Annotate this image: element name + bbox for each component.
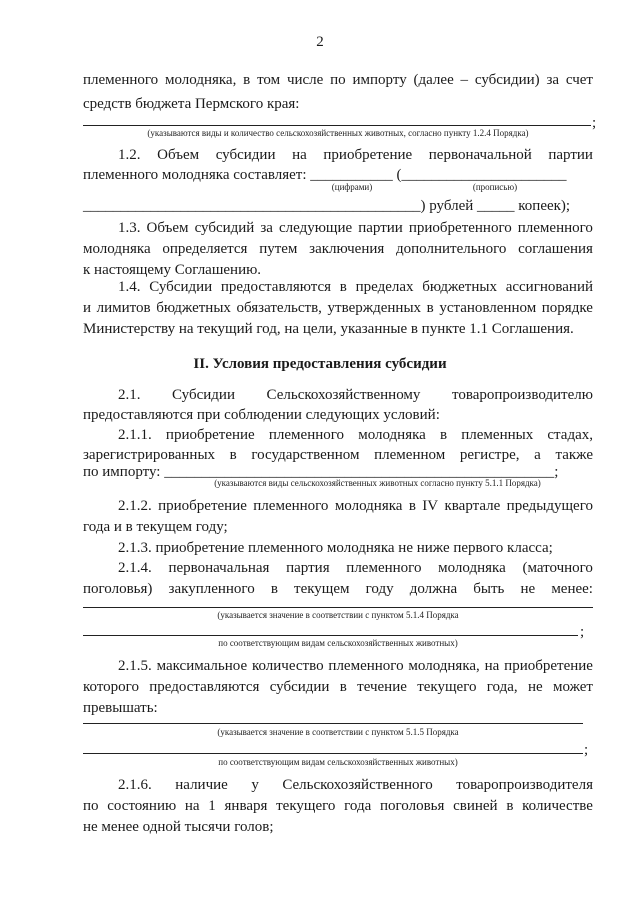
text-line: племенного молодняка составляет: ___________ (______________________ xyxy=(83,167,567,183)
field-note: (указываются виды и количество сельскохозяйственных животных, согласно пункту 1.2.4 Порядка) xyxy=(147,128,529,138)
word: приобретение xyxy=(165,427,255,443)
word: утвержденных xyxy=(327,300,422,316)
word: товаропроизводителя xyxy=(456,777,593,793)
fill-line xyxy=(83,607,593,608)
word: января xyxy=(224,798,268,814)
word: бюджетных xyxy=(422,279,497,295)
text-line xyxy=(118,218,593,238)
word: лимитов xyxy=(96,300,151,316)
word: поголовья) xyxy=(83,581,153,597)
word: (далее xyxy=(413,72,454,88)
text-line xyxy=(83,298,593,318)
word: 1.3. xyxy=(118,220,141,236)
word: государственном xyxy=(251,447,360,463)
word: субсидии xyxy=(215,147,276,163)
word: 2.1.6. xyxy=(118,777,152,793)
text-line: по импорту: ____________________________________________________; xyxy=(83,464,559,480)
word: в xyxy=(339,279,347,295)
word: Сельскохозяйственного xyxy=(282,777,433,793)
word: поголовья xyxy=(379,798,445,814)
word: за xyxy=(546,72,560,88)
word: соглашения xyxy=(518,241,593,257)
word: IV xyxy=(422,498,439,514)
word: партия xyxy=(286,560,330,576)
word: предоставляются xyxy=(220,279,332,295)
word: и xyxy=(83,300,92,316)
word: определяется xyxy=(162,241,248,257)
field-note: по соответствующим видам сельскохозяйственных животных) xyxy=(218,757,458,767)
word: на xyxy=(184,798,200,814)
word: партии xyxy=(358,220,403,236)
word: дополнительного xyxy=(396,241,507,257)
word: следующие xyxy=(278,220,353,236)
word: путем xyxy=(259,241,298,257)
word: менее: xyxy=(551,581,593,597)
fill-line xyxy=(83,753,583,754)
word: племенных xyxy=(461,427,534,443)
word: на xyxy=(292,147,307,163)
word: зарегистрированных xyxy=(83,447,216,463)
word: племенного xyxy=(83,72,159,88)
word: 1.2. xyxy=(118,147,141,163)
word: молодняка xyxy=(358,427,426,443)
word: приобретение xyxy=(158,498,247,514)
word: обязательств, xyxy=(236,300,322,316)
text-line xyxy=(118,385,593,405)
word: в xyxy=(270,581,278,597)
word: в xyxy=(339,679,347,695)
word: 1.4. xyxy=(118,279,141,295)
word: в xyxy=(229,447,237,463)
word: приобретенного xyxy=(408,220,512,236)
text-line xyxy=(83,70,593,90)
word: молодняка xyxy=(438,560,506,576)
text-line: года и в текущем году; xyxy=(83,519,228,535)
word: племенного xyxy=(328,658,404,674)
word: племенном xyxy=(374,447,446,463)
word: установленном xyxy=(439,300,537,316)
word: предоставляются xyxy=(149,679,260,695)
word: числе xyxy=(286,72,324,88)
word: максимальное xyxy=(156,658,248,674)
word: квартале xyxy=(444,498,501,514)
text-line xyxy=(118,656,593,676)
text-line xyxy=(118,277,593,297)
word: молодняка, xyxy=(164,72,237,88)
word: племенного xyxy=(517,220,593,236)
word: может xyxy=(552,679,593,695)
text-line xyxy=(118,775,593,795)
word: стадах, xyxy=(547,427,593,443)
word: 2.1. xyxy=(118,387,141,403)
word: том xyxy=(257,72,281,88)
word: Субсидии xyxy=(149,279,213,295)
word: за xyxy=(260,220,273,236)
word: первоначальной xyxy=(428,147,532,163)
word: регистре, xyxy=(459,447,520,463)
word: 2.1.4. xyxy=(118,560,152,576)
word: субсидии xyxy=(269,679,330,695)
field-note: по соответствующим видам сельскохозяйственных животных) xyxy=(218,638,458,648)
word: в xyxy=(506,798,514,814)
word: 2.1.2. xyxy=(118,498,152,514)
word: – xyxy=(460,72,469,88)
word: года xyxy=(344,798,372,814)
text-line xyxy=(118,558,593,578)
field-note: (указывается значение в соответствии с пунктом 5.1.4 Порядка xyxy=(217,610,459,620)
text-line: предоставляются при соблюдении следующих условий: xyxy=(83,407,440,423)
word: также xyxy=(555,447,593,463)
word: количество xyxy=(251,658,324,674)
word: текущем xyxy=(294,581,350,597)
word: 2.1.1. xyxy=(118,427,152,443)
word: текущего xyxy=(276,798,336,814)
text-line: ; xyxy=(584,742,589,758)
text-line: превышать: xyxy=(83,700,158,716)
word: быть xyxy=(473,581,505,597)
word: молодняка xyxy=(334,498,403,514)
word: состоянию xyxy=(107,798,177,814)
word: закупленного xyxy=(168,581,255,597)
word: 2.1.5. xyxy=(118,658,152,674)
word: молодняка xyxy=(83,241,151,257)
text-line: средств бюджета Пермского края: xyxy=(83,96,300,112)
word: субсидии) xyxy=(474,72,540,88)
fill-line xyxy=(83,635,578,636)
word: наличие xyxy=(175,777,228,793)
text-line: Министерству на текущий год, на цели, указанные в пункте 1.1 Соглашения. xyxy=(83,321,574,337)
page-number: 2 xyxy=(316,34,324,50)
word: не xyxy=(520,581,536,597)
word: 1 xyxy=(208,798,216,814)
word: племенного xyxy=(253,498,329,514)
word: по xyxy=(83,798,99,814)
word: (маточного xyxy=(522,560,593,576)
field-note: (указывается значение в соответствии с пунктом 5.1.5 Порядка xyxy=(217,727,459,737)
text-line xyxy=(118,496,593,516)
word: импорту xyxy=(352,72,407,88)
section-heading: II. Условия предоставления субсидии xyxy=(193,356,447,372)
word: порядке xyxy=(541,300,593,316)
text-line: к настоящему Соглашению. xyxy=(83,262,262,278)
word: бюджетных xyxy=(156,300,231,316)
word: не xyxy=(527,679,543,695)
word: года, xyxy=(486,679,518,695)
word: в xyxy=(243,72,251,88)
word: в xyxy=(408,498,416,514)
word: Объем xyxy=(146,220,189,236)
word: Сельскохозяйственному xyxy=(266,387,421,403)
word: которого xyxy=(83,679,139,695)
word: а xyxy=(534,447,541,463)
word: приобретение xyxy=(504,658,593,674)
text-line: 2.1.3. приобретение племенного молодняка не ниже первого класса; xyxy=(118,540,553,556)
text-line xyxy=(83,239,593,259)
word: партии xyxy=(548,147,593,163)
word: товаропроизводителю xyxy=(451,387,593,403)
field-note: (прописью) xyxy=(472,182,518,192)
word: свиней xyxy=(453,798,498,814)
word: на xyxy=(484,658,500,674)
word: количестве xyxy=(522,798,593,814)
word: в xyxy=(440,427,448,443)
text-line xyxy=(83,579,593,599)
text-line xyxy=(118,145,593,165)
word: году xyxy=(365,581,394,597)
word: Субсидии xyxy=(172,387,235,403)
word: заключения xyxy=(309,241,385,257)
word: по xyxy=(330,72,346,88)
word: пределах xyxy=(355,279,414,295)
field-note: (указываются виды сельскохозяйственных животных согласно пункту 5.1.1 Порядка) xyxy=(214,478,541,488)
word: приобретение xyxy=(323,147,413,163)
word: субсидий xyxy=(194,220,255,236)
word: племенного xyxy=(346,560,422,576)
text-line: ; xyxy=(580,624,585,640)
word: течение xyxy=(357,679,407,695)
text-line xyxy=(83,796,593,816)
word: должна xyxy=(409,581,458,597)
word: молодняка, xyxy=(408,658,480,674)
text-line: ; xyxy=(592,115,597,131)
text-line xyxy=(118,425,593,445)
word: племенного xyxy=(268,427,345,443)
word: ассигнований xyxy=(505,279,593,295)
word: в xyxy=(426,300,434,316)
fill-line xyxy=(83,723,583,724)
word: предыдущего xyxy=(506,498,593,514)
word: текущего xyxy=(417,679,477,695)
word: у xyxy=(251,777,259,793)
fill-line xyxy=(83,125,591,126)
field-note: (цифрами) xyxy=(331,182,373,192)
word: счет xyxy=(565,72,593,88)
text-line: не менее одной тысячи голов; xyxy=(83,819,274,835)
word: первоначальная xyxy=(168,560,270,576)
word: Объем xyxy=(157,147,200,163)
text-line: _____________________________________________) рублей _____ копеек); xyxy=(83,198,571,214)
text-line xyxy=(83,677,593,697)
